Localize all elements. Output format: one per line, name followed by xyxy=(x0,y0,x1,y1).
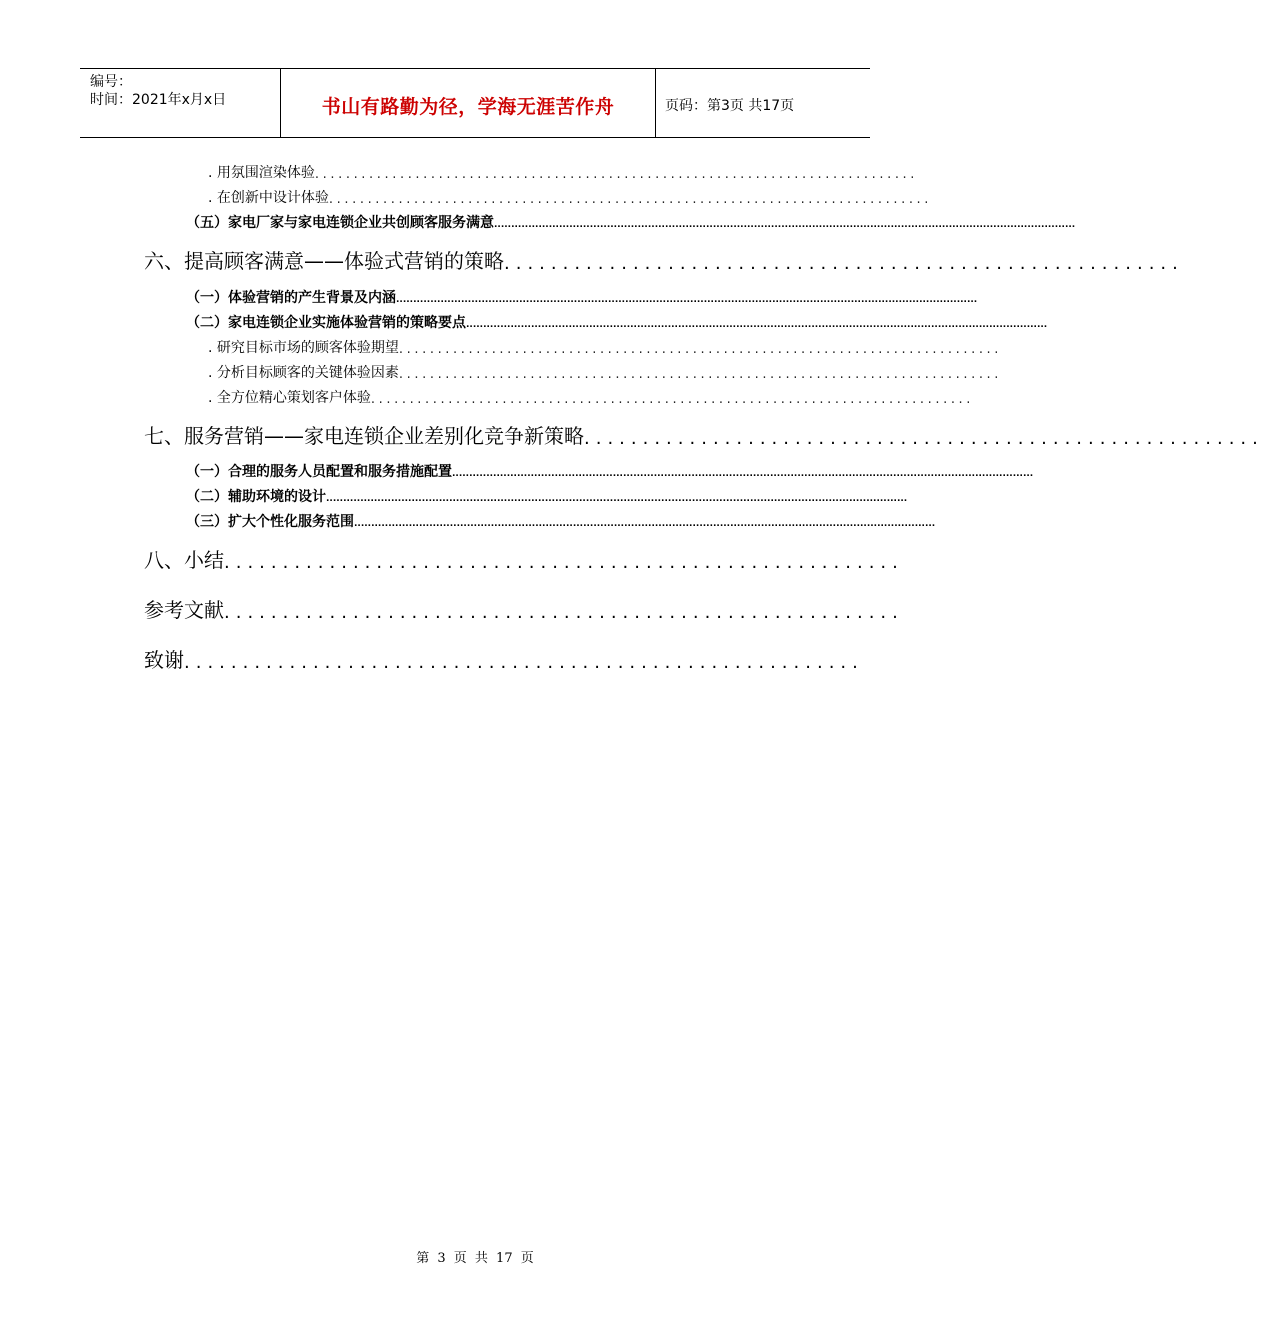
toc-leader-dots: .......................................................................................................................................................................... xyxy=(494,220,1076,230)
toc-entry-title: . 在创新中设计体验 xyxy=(208,190,329,206)
toc-leader-dots: .......................................................... xyxy=(224,602,904,623)
number-label: 编号： xyxy=(90,74,132,90)
toc-entry-title: 六、提高顾客满意——体验式营销的策略 xyxy=(144,249,504,273)
toc-leader-dots: .............................................................................. xyxy=(398,367,1003,382)
toc-leader-dots: .............................................................................. xyxy=(328,192,933,207)
header-motto-cell xyxy=(280,69,656,137)
toc-entry[interactable] xyxy=(186,312,1048,332)
toc-entry-title: （二）辅助环境的设计 xyxy=(186,489,326,505)
toc-entry[interactable] xyxy=(186,486,908,506)
toc-leader-dots: .......................................................................................................................................................................... xyxy=(354,519,936,529)
toc-entry-title: . 分析目标顾客的关键体验因素 xyxy=(208,365,399,381)
toc-entry[interactable] xyxy=(144,421,1264,449)
toc-entry-title: . 用氛围渲染体验 xyxy=(208,165,315,181)
toc-entry[interactable] xyxy=(144,645,864,673)
toc-leader-dots: .......................................................... xyxy=(224,552,904,573)
toc-entry[interactable] xyxy=(208,162,919,182)
header-page-info: 页码：第3页 共17页 xyxy=(665,98,795,114)
toc-entry[interactable] xyxy=(186,461,1034,481)
header-info-cell xyxy=(80,69,280,137)
toc-entry[interactable] xyxy=(208,387,975,407)
toc-entry-title: （一）体验营销的产生背景及内涵 xyxy=(186,290,396,306)
toc-entry[interactable] xyxy=(208,337,1003,357)
toc-leader-dots: .......................................................... xyxy=(504,253,1184,274)
page-footer: 第 3 页 共 17 页 xyxy=(416,1251,534,1266)
toc-leader-dots: .............................................................................. xyxy=(314,167,919,182)
header-page-cell xyxy=(655,69,870,137)
toc-leader-dots: .......................................................... xyxy=(584,428,1264,449)
toc-entry[interactable] xyxy=(144,545,904,573)
toc-entry-title: . 全方位精心策划客户体验 xyxy=(208,390,371,406)
toc-entry[interactable] xyxy=(144,595,904,623)
toc-entry-title: （三）扩大个性化服务范围 xyxy=(186,514,354,530)
toc-entry-title: 七、服务营销——家电连锁企业差别化竞争新策略 xyxy=(144,424,584,448)
toc-entry[interactable] xyxy=(144,246,1184,274)
document-header xyxy=(80,68,870,138)
toc-leader-dots: .......................................................................................................................................................................... xyxy=(466,320,1048,330)
motto-text: 书山有路勤为径，学海无涯苦作舟 xyxy=(321,96,615,118)
toc-entry[interactable] xyxy=(186,212,1076,232)
toc-leader-dots: .......................................................................................................................................................................... xyxy=(452,469,1034,479)
toc-entry-title: . 研究目标市场的顾客体验期望 xyxy=(208,340,399,356)
toc-entry[interactable] xyxy=(186,511,936,531)
toc-entry[interactable] xyxy=(208,187,933,207)
toc-entry-title: 参考文献 xyxy=(144,598,224,622)
toc-entry-title: （二）家电连锁企业实施体验营销的策略要点 xyxy=(186,315,466,331)
toc-leader-dots: .......................................................... xyxy=(184,652,864,673)
toc-entry-title: （一）合理的服务人员配置和服务措施配置 xyxy=(186,464,452,480)
toc-entry[interactable] xyxy=(186,287,978,307)
time-label: 时间：2021年x月x日 xyxy=(90,92,227,108)
toc-entry-title: （五）家电厂家与家电连锁企业共创顾客服务满意 xyxy=(186,215,494,231)
toc-leader-dots: .............................................................................. xyxy=(370,392,975,407)
toc-leader-dots: .......................................................................................................................................................................... xyxy=(326,494,908,504)
toc-entry-title: 八、小结 xyxy=(144,548,224,572)
toc-entry[interactable] xyxy=(208,362,1003,382)
toc-entry-title: 致谢 xyxy=(144,648,184,672)
toc-leader-dots: .............................................................................. xyxy=(398,342,1003,357)
toc-leader-dots: .......................................................................................................................................................................... xyxy=(396,295,978,305)
